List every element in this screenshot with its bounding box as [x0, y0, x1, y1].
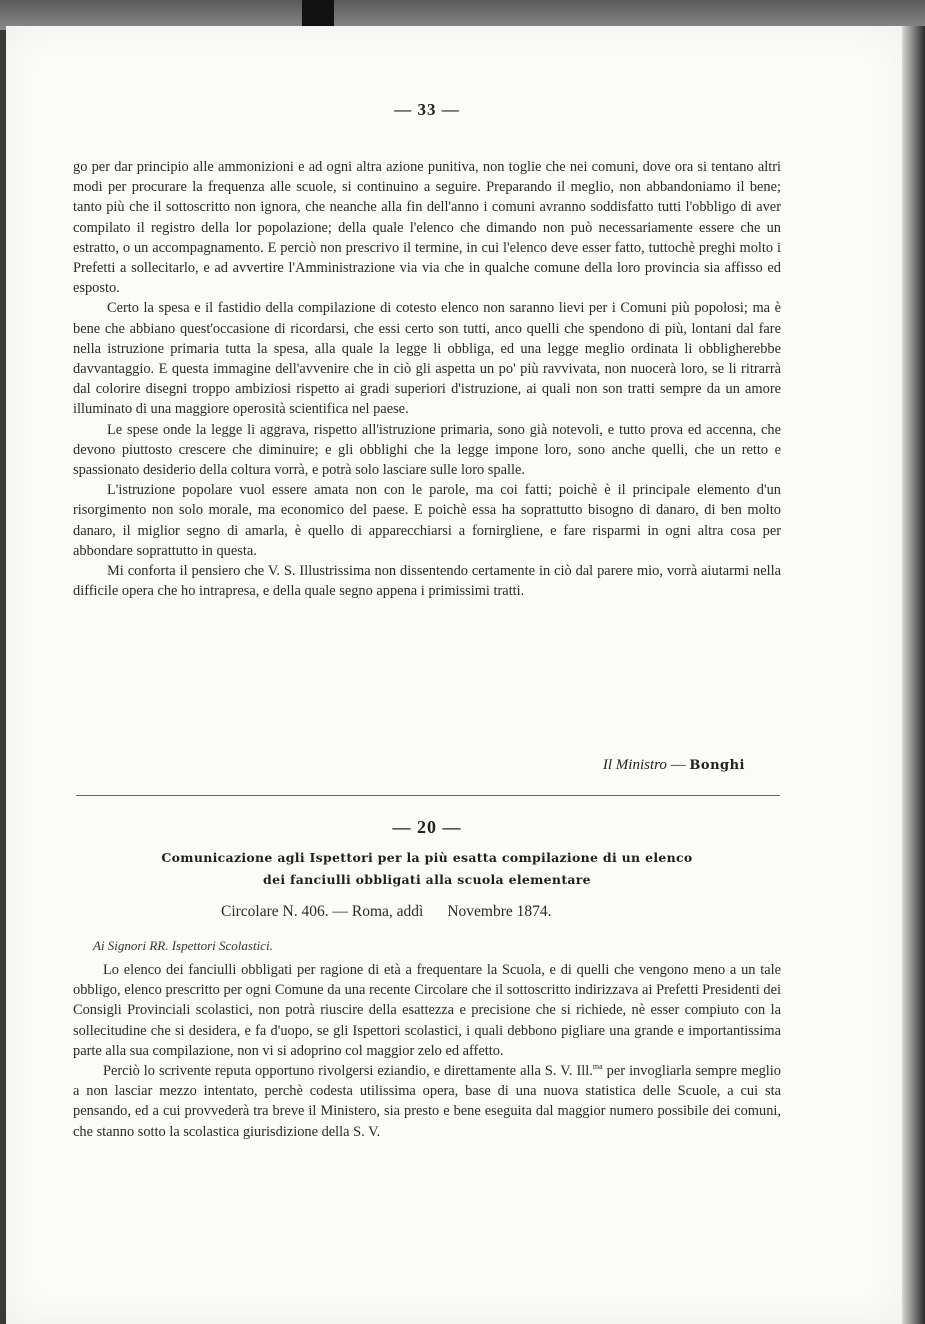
circular-body: [73, 960, 781, 1142]
signature: [603, 755, 745, 776]
circular-number: Circolare N. 406. — Roma, addì: [221, 903, 424, 920]
addressee: Ai Signori RR. Ispettori Scolastici.: [93, 938, 273, 953]
page-edge-shadow: [902, 26, 925, 1324]
paragraph-text: per invogliarla sempre meglio a non lasciar mezzo intentato, perchè codesta utilissima opera, base di una nuova statistica delle Scuole, a cui sta pensando, ed a cui provvederà tra breve il Ministero, sia presto e bene eseguita dal maggior numero possibile dei comuni, che stanno sotto la scolastica giurisdizione della S. V.: [73, 1063, 781, 1140]
paragraph: [73, 1061, 781, 1142]
paragraph: Le spese onde la legge li aggrava, rispetto all'istruzione primaria, sono già notevoli, e tutto prova ed accenna, che devono piuttosto crescere che diminuire; e gli obblighi che la legge impone loro, sono anche quelli, che un retto e spassionato desiderio della coltura vorrà, e potrà solo lasciare sulle loro spalle.: [73, 421, 781, 479]
document-title-line: dei fanciulli obbligati alla scuola elementare: [263, 872, 591, 887]
paragraph: Certo la spesa e il fastidio della compilazione di cotesto elenco non saranno lievi per i Comuni più popolosi; ma è bene che abbiano quest'occasione di ricordarsi, che essi certo son tutti, anco quelli che spendono di più, lontani dal fare nella istruzione primaria tutta la spesa, alla quale la legge li obbliga, ed una legge meglio ordinata li obbligherebbe davvantaggio. E questa immagine dell'avvenire che in ciò gli aspetta un po' più ravvivata, non nuocerà loro, se li ritrarrà dal colorire disegni troppo ambiziosi rispetto ai gradi superiori d'istruzione, ai quali non son tratti sempre da un amore illuminato di una maggiore operosità scientifica nel paese.: [73, 300, 781, 418]
section-divider: [76, 795, 780, 796]
signature-dash: —: [670, 757, 686, 773]
page-number: — 33 —: [394, 100, 460, 119]
paragraph-text: Perciò lo scrivente reputa opportuno rivolgersi eziandio, e direttamente alla S. V. Ill.: [103, 1063, 593, 1080]
letter-body: [73, 157, 781, 601]
signature-role: Il Ministro: [602, 757, 667, 773]
paragraph: Mi conforta il pensiero che V. S. Illustrissima non dissentendo certamente in ciò dal parere mio, vorrà aiutarmi nella difficile opera che ho intrapresa, e della quale segno appena i primissimi tratti.: [73, 563, 781, 600]
signature-name: Bonghi: [689, 758, 745, 773]
document-title-line: Comunicazione agli Ispettori per la più esatta compilazione di un elenco: [161, 850, 693, 865]
superscript: ma: [592, 1062, 603, 1072]
document-page: [6, 26, 902, 1324]
circular-date: Novembre 1874.: [447, 903, 552, 920]
circular-reference: [221, 902, 552, 922]
paragraph: Lo elenco dei fanciulli obbligati per ragione di età a frequentare la Scuola, e di quelli che vengono meno a un tale obbligo, elenco prescritto per ogni Comune da una recente Circolare che il sottoscritto indirizzava ai Prefetti Presidenti dei Consigli Provinciali scolastici, non potrà riuscire della esattezza e precisione che si richiede, nè esser compiuto con la sollecitudine che si desidera, e fa d'uopo, se gli Ispettori scolastici, i quali debbono pigliare una grande e importantissima parte alla sua compilazione, non vi si adoprino col maggior zelo ed affetto.: [73, 962, 781, 1059]
paragraph: go per dar principio alle ammonizioni e ad ogni altra azione punitiva, non toglie che nei comuni, dove ora si tentano altri modi per procurare la frequenza alle scuole, si continuino a seguire. Preparando il meglio, non abbandoniamo il bene; tanto più che il sottoscritto non ignora, che neanche alla fin dell'anno i comuni avranno soddisfatto tutti l'obbligo di aver compilato il registro della lor popolazione; della quale l'elenco che dimando non può necessariamente essere che un estratto, o un accompagnamento. E perciò non prescrivo il termine, in cui l'elenco deve esser fatto, tuttochè preghi molto i Prefetti a sollecitarlo, e ad avvertire l'Amministrazione via via che in qualche comune della loro provincia sia affisso ed esposto.: [73, 159, 781, 297]
document-number: — 20 —: [392, 817, 462, 837]
paragraph: L'istruzione popolare vuol essere amata non con le parole, ma coi fatti; poichè è il principale elemento d'un risorgimento non solo morale, ma economico del paese. E poichè essa ha soprattutto bisogno di danaro, di ben molto danaro, il miglior segno di amarla, è quello di apparecchiarsi a fornirgliene, e fare risparmi in ogni altra cosa per abbondare soprattutto in questa.: [73, 482, 781, 559]
document-title: [73, 847, 781, 891]
